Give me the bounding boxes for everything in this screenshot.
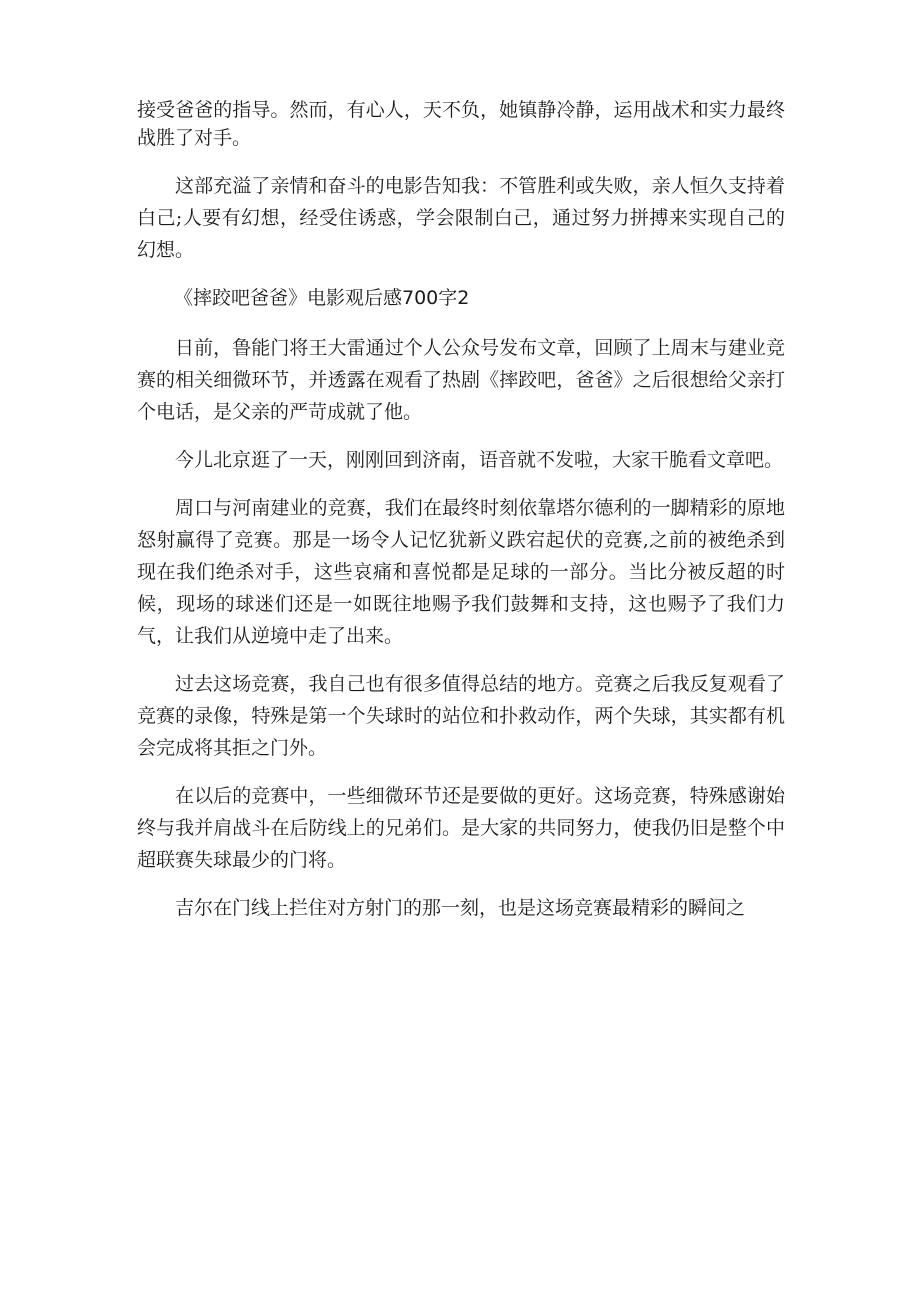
paragraph: 在以后的竞赛中，一些细微环节还是要做的更好。这场竞赛，特殊感谢始终与我并肩战斗在后防线上的兄弟们。是大家的共同努力，使我仍旧是整个中超联赛失球最少的门将。 — [137, 785, 785, 871]
paragraph: 日前，鲁能门将王大雷通过个人公众号发布文章，回顾了上周末与建业竞赛的相关细微环节，并透露在观看了热剧《摔跤吧，爸爸》之后很想给父亲打个电话，是父亲的严苛成就了他。 — [137, 337, 785, 423]
document-body — [137, 96, 785, 940]
paragraph: 吉尔在门线上拦住对方射门的那一刻，也是这场竞赛最精彩的瞬间之 — [175, 897, 746, 919]
paragraph-continuation: 接受爸爸的指导。然而，有心人，天不负，她镇静冷静，运用战术和实力最终战胜了对手。 — [137, 99, 785, 149]
paragraph: 过去这场竞赛，我自己也有很多值得总结的地方。竞赛之后我反复观看了竞赛的录像，特殊是第一个失球时的站位和扑救动作，两个失球，其实都有机会完成将其拒之门外。 — [137, 673, 785, 759]
paragraph: 今儿北京逛了一天，刚刚回到济南，语音就不发啦，大家干脆看文章吧。 — [175, 449, 784, 471]
section-heading: 《摔跤吧爸爸》电影观后感700字2 — [174, 287, 470, 309]
paragraph: 周口与河南建业的竞赛，我们在最终时刻依靠塔尔德利的一脚精彩的原地怒射赢得了竞赛。那是一场令人记忆犹新义跌宕起伏的竞赛,之前的被绝杀到现在我们绝杀对手，这些哀痛和喜悦都是足球的一部分。当比分被反超的时候，现场的球迷们还是一如既往地赐予我们鼓舞和支持，这也赐予了我们力气，让我们从逆境中走了出来。 — [137, 497, 785, 647]
paragraph-conclusion: 这部充溢了亲情和奋斗的电影告知我：不管胜利或失败，亲人恒久支持着白己;人要有幻想，经受住诱惑，学会限制白己，通过努力拼搏来实现自己的幻想。 — [137, 175, 785, 261]
